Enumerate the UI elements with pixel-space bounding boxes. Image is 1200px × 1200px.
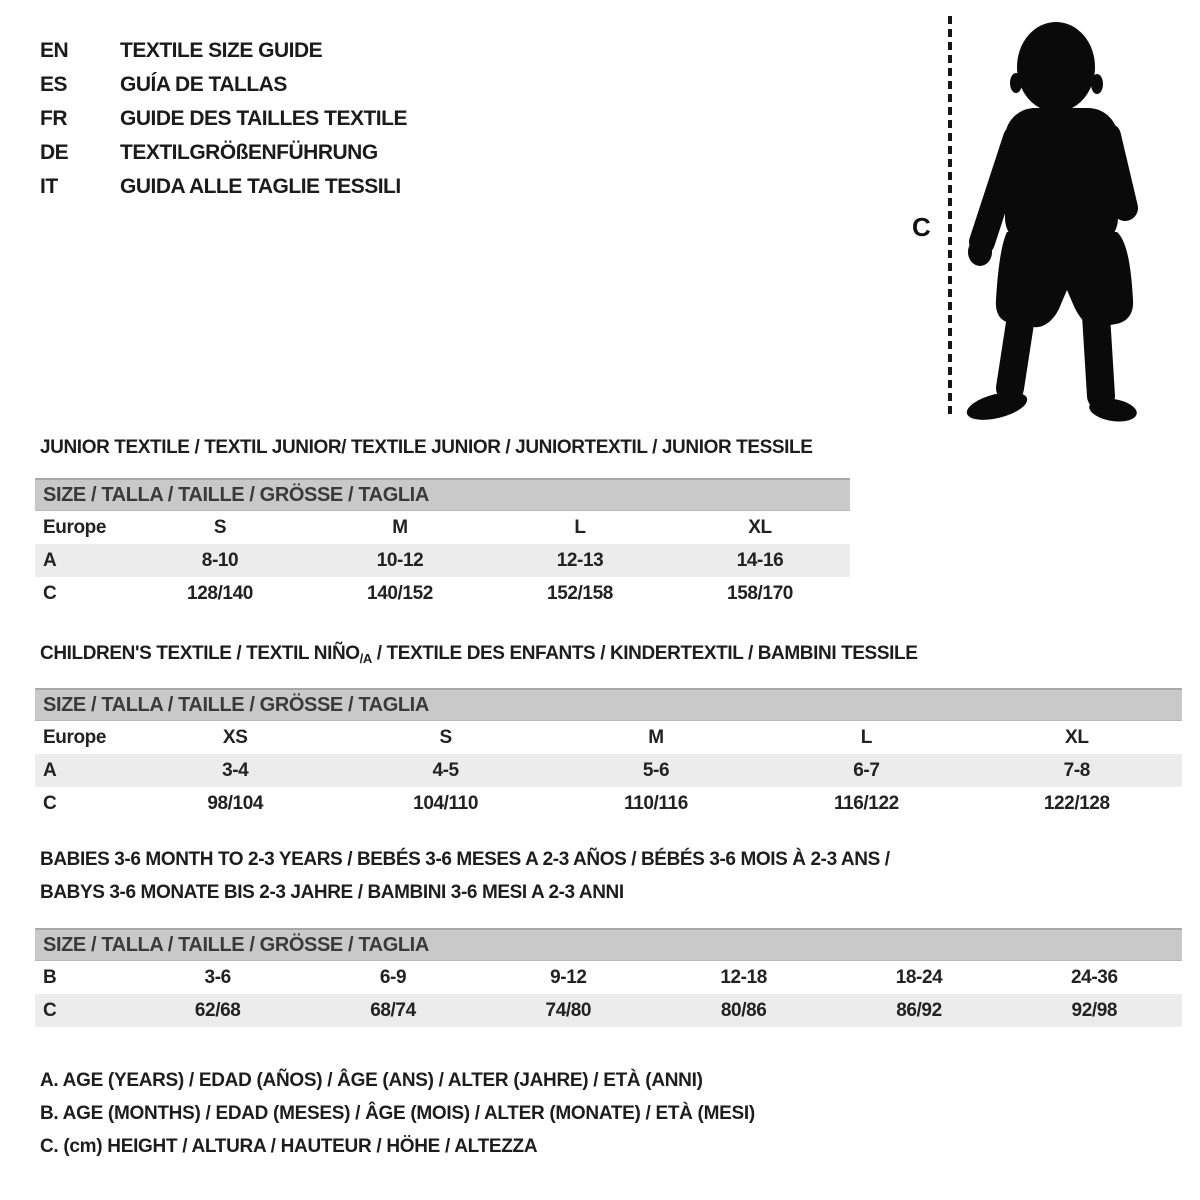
size-cell: XS bbox=[222, 726, 248, 748]
age-cell: 3-6 bbox=[204, 966, 231, 988]
measurement-legend bbox=[40, 1064, 755, 1163]
size-cell: S bbox=[213, 516, 227, 538]
language-title: GUÍA DE TALLAS bbox=[120, 73, 287, 96]
language-row-es bbox=[40, 68, 407, 102]
children-title-prefix: CHILDREN'S TEXTILE / TEXTIL NIÑO bbox=[40, 643, 360, 664]
height-cell: 80/86 bbox=[720, 999, 767, 1021]
size-cell: M bbox=[648, 726, 664, 748]
age-cell: 9-12 bbox=[550, 966, 587, 988]
table-row-height-cm bbox=[35, 994, 1182, 1027]
age-cell: 10-12 bbox=[376, 549, 424, 571]
height-measure-label: C bbox=[912, 212, 931, 242]
row-label: A bbox=[43, 759, 57, 781]
height-cell: 110/116 bbox=[624, 792, 688, 814]
children-size-table bbox=[35, 688, 1182, 820]
language-code: DE bbox=[40, 141, 69, 164]
children-section-title bbox=[40, 642, 917, 671]
size-cell: XL bbox=[1065, 726, 1089, 748]
table-row-height-cm bbox=[35, 787, 1182, 820]
language-code: ES bbox=[40, 73, 68, 96]
table-row-age-months bbox=[35, 961, 1182, 994]
height-cell: 104/110 bbox=[413, 792, 479, 814]
legend-line-b: B. AGE (MONTHS) / EDAD (MESES) / ÂGE (MOIS) / ALTER (MONATE) / ETÀ (MESI) bbox=[40, 1103, 755, 1124]
height-cell: 92/98 bbox=[1071, 999, 1118, 1021]
table-row-age-years bbox=[35, 754, 1182, 787]
height-cell: 140/152 bbox=[367, 582, 433, 604]
babies-section-title bbox=[40, 843, 890, 909]
language-row-fr bbox=[40, 102, 407, 136]
language-row-de bbox=[40, 136, 407, 170]
size-cell: XL bbox=[748, 516, 772, 538]
legend-line-a: A. AGE (YEARS) / EDAD (AÑOS) / ÂGE (ANS) / ALTER (JAHRE) / ETÀ (ANNI) bbox=[40, 1070, 703, 1091]
babies-size-table bbox=[35, 928, 1182, 1027]
height-cell: 62/68 bbox=[194, 999, 241, 1021]
language-code: FR bbox=[40, 107, 67, 130]
age-cell: 3-4 bbox=[222, 759, 249, 781]
language-code: IT bbox=[40, 175, 58, 198]
height-cell: 128/140 bbox=[187, 582, 253, 604]
junior-section-title: JUNIOR TEXTILE / TEXTIL JUNIOR/ TEXTILE JUNIOR / JUNIORTEXTIL / JUNIOR TESSILE bbox=[40, 437, 813, 458]
size-table-header: SIZE / TALLA / TAILLE / GRÖSSE / TAGLIA bbox=[35, 478, 850, 511]
age-cell: 4-5 bbox=[432, 759, 459, 781]
row-label: Europe bbox=[43, 516, 107, 538]
age-cell: 18-24 bbox=[895, 966, 943, 988]
language-title-list bbox=[40, 34, 407, 204]
height-cell: 74/80 bbox=[545, 999, 592, 1021]
row-label: C bbox=[43, 582, 57, 604]
row-label: Europe bbox=[43, 726, 107, 748]
table-row-europe bbox=[35, 721, 1182, 754]
junior-size-table bbox=[35, 478, 850, 610]
height-cell: 158/170 bbox=[727, 582, 793, 604]
table-row-height-cm bbox=[35, 577, 850, 610]
language-title: GUIDE DES TAILLES TEXTILE bbox=[120, 107, 407, 130]
size-table-header: SIZE / TALLA / TAILLE / GRÖSSE / TAGLIA bbox=[35, 688, 1182, 721]
size-table-header: SIZE / TALLA / TAILLE / GRÖSSE / TAGLIA bbox=[35, 928, 1182, 961]
language-code: EN bbox=[40, 39, 69, 62]
height-cell: 122/128 bbox=[1043, 792, 1110, 814]
row-label: A bbox=[43, 549, 57, 571]
babies-title-line2: BABYS 3-6 MONATE BIS 2-3 JAHRE / BAMBINI 3-6 MESI A 2-3 ANNI bbox=[40, 882, 624, 903]
size-cell: L bbox=[574, 516, 586, 538]
size-cell: S bbox=[439, 726, 452, 748]
language-row-it bbox=[40, 170, 407, 204]
row-label: B bbox=[43, 966, 57, 988]
language-row-en bbox=[40, 34, 407, 68]
height-cell: 116/122 bbox=[833, 792, 899, 814]
table-row-age-years bbox=[35, 544, 850, 577]
height-cell: 152/158 bbox=[547, 582, 613, 604]
language-title: TEXTILE SIZE GUIDE bbox=[120, 39, 323, 62]
table-row-europe bbox=[35, 511, 850, 544]
height-cell: 86/92 bbox=[896, 999, 942, 1021]
height-cell: 68/74 bbox=[370, 999, 416, 1021]
age-cell: 12-13 bbox=[556, 549, 604, 571]
age-cell: 12-18 bbox=[720, 966, 767, 988]
age-cell: 5-6 bbox=[642, 759, 670, 781]
height-cell: 98/104 bbox=[207, 792, 264, 814]
size-cell: L bbox=[860, 726, 872, 748]
row-label: C bbox=[43, 792, 57, 814]
language-title: TEXTILGRÖßENFÜHRUNG bbox=[120, 141, 378, 164]
children-title-suffix: / TEXTILE DES ENFANTS / KINDERTEXTIL / BAMBINI TESSILE bbox=[371, 643, 918, 664]
toddler-silhouette-icon bbox=[950, 10, 1200, 430]
age-cell: 6-9 bbox=[379, 966, 407, 988]
age-cell: 8-10 bbox=[201, 549, 239, 571]
age-cell: 6-7 bbox=[853, 759, 880, 781]
language-title: GUIDA ALLE TAGLIE TESSILI bbox=[120, 175, 401, 198]
babies-title-line1: BABIES 3-6 MONTH TO 2-3 YEARS / BEBÉS 3-6 MESES A 2-3 AÑOS / BÉBÉS 3-6 MOIS À 2-3 ANS / bbox=[40, 849, 890, 870]
children-title-sub: /A bbox=[359, 651, 372, 666]
age-cell: 7-8 bbox=[1063, 759, 1090, 781]
row-label: C bbox=[43, 999, 57, 1021]
age-cell: 14-16 bbox=[736, 549, 784, 571]
legend-line-c: C. (cm) HEIGHT / ALTURA / HAUTEUR / HÖHE / ALTEZZA bbox=[40, 1136, 538, 1157]
age-cell: 24-36 bbox=[1071, 966, 1118, 988]
size-cell: M bbox=[392, 516, 408, 538]
